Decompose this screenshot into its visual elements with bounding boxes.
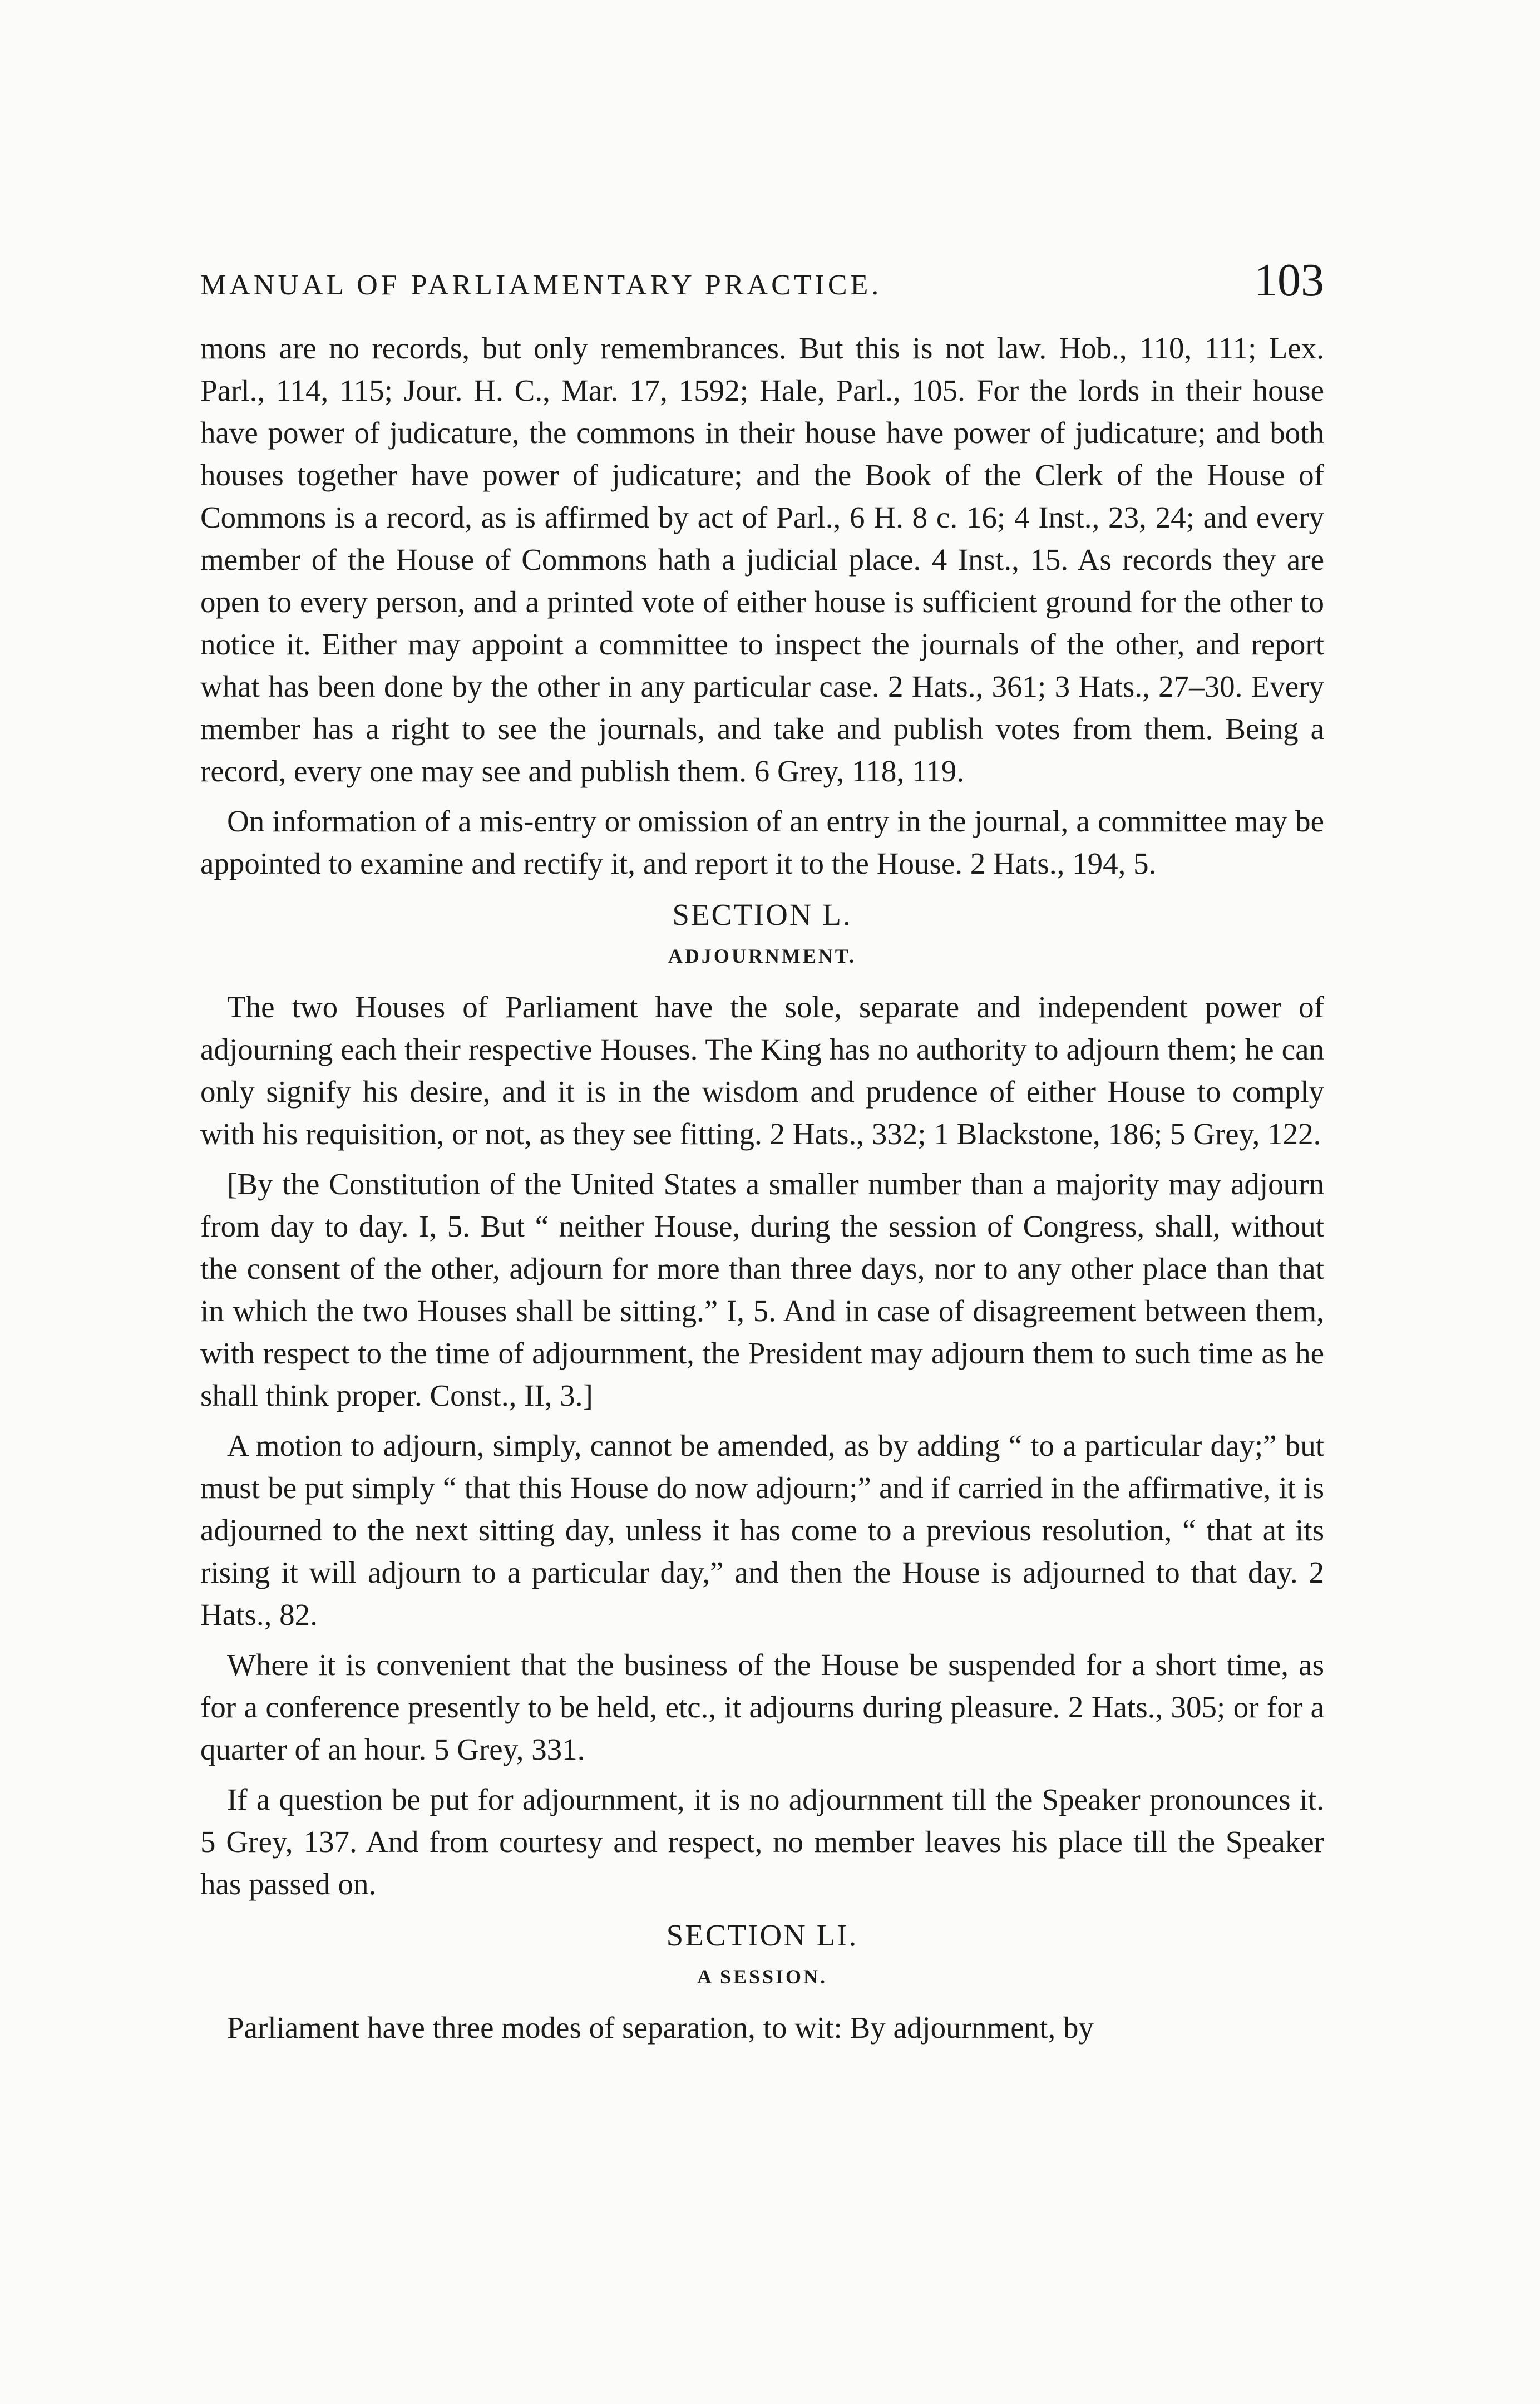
page-body bbox=[200, 327, 1324, 2057]
paragraph-speaker-pronounces: If a question be put for adjournment, it is no adjournment till the Speaker pronounces it. 5 Grey, 137. And from courtesy and respect, no member leaves his place till the Speaker has passed on. bbox=[200, 1782, 1324, 1901]
running-head: MANUAL OF PARLIAMENTARY PRACTICE. bbox=[200, 269, 882, 301]
paragraph-continuation: mons are no records, but only remembrances. But this is not law. Hob., 110, 111; Lex. Parl., 114, 115; Jour. H. C., Mar. 17, 1592; Hale, Parl., 105. For the lords in their house have power of judicature, the commons in their house have power of judicature; and both houses together have power of judicature; and the Book of the Clerk of the House of Commons is a record, as is affirmed by act of Parl., 6 H. 8 c. 16; 4 Inst., 23, 24; and every member of the House of Commons hath a judicial place. 4 Inst., 15. As records they are open to every person, and a printed vote of either house is sufficient ground for the other to notice it. Either may appoint a committee to inspect the journals of the other, and report what has been done by the other in any particular case. 2 Hats., 361; 3 Hats., 27–30. Every member has a right to see the journals, and take and publish votes from them. Being a record, every one may see and publish them. 6 Grey, 118, 119. bbox=[200, 331, 1324, 788]
paragraph-modes-of-separation: Parliament have three modes of separation, to wit: By adjournment, by bbox=[227, 2011, 1094, 2045]
paragraph-constitution-note: [By the Constitution of the United States a smaller number than a majority may adjourn from day to day. I, 5. But “ neither House, during the session of Congress, shall, without the consent of the other, adjourn for more than three days, nor to any other place than that in which the two Houses shall be sitting.” I, 5. And in case of disagreement between them, with respect to the time of adjournment, the President may adjourn them to such time as he shall think proper. Const., II, 3.] bbox=[200, 1167, 1324, 1412]
paragraph-adjourn-during-pleasure: Where it is convenient that the business of the House be suspended for a short time, as for a conference presently to be held, etc., it adjourns during pleasure. 2 Hats., 305; or for a quarter of an hour. 5 Grey, 331. bbox=[200, 1648, 1324, 1766]
paragraph-adjournment-power: The two Houses of Parliament have the sole, separate and independent power of adjourning each their respective Houses. The King has no authority to adjourn them; he can only signify his desire, and it is in the wisdom and prudence of either House to comply with his requisition, or not, as they see fitting. 2 Hats., 332; 1 Blackstone, 186; 5 Grey, 122. bbox=[200, 990, 1324, 1151]
paragraph-journal-rectification: On information of a mis-entry or omission of an entry in the journal, a committee may be appointed to examine and rectify it, and report it to the House. 2 Hats., 194, 5. bbox=[200, 804, 1324, 880]
page-number: 103 bbox=[1254, 254, 1324, 306]
section-l-title: SECTION L. bbox=[672, 898, 852, 932]
page-header bbox=[200, 253, 1324, 314]
section-l-subtitle: ADJOURNMENT. bbox=[668, 945, 857, 967]
paragraph-motion-to-adjourn: A motion to adjourn, simply, cannot be amended, as by adding “ to a particular day;” but must be put simply “ that this House do now adjourn;” and if carried in the affirmative, it is adjourned to the next sitting day, unless it has come to a previous resolution, “ that at its rising it will adjourn to a particular day,” and then the House is adjourned to that day. 2 Hats., 82. bbox=[200, 1428, 1324, 1632]
section-li-title: SECTION LI. bbox=[666, 1918, 858, 1952]
section-li-subtitle: A SESSION. bbox=[697, 1965, 828, 1988]
